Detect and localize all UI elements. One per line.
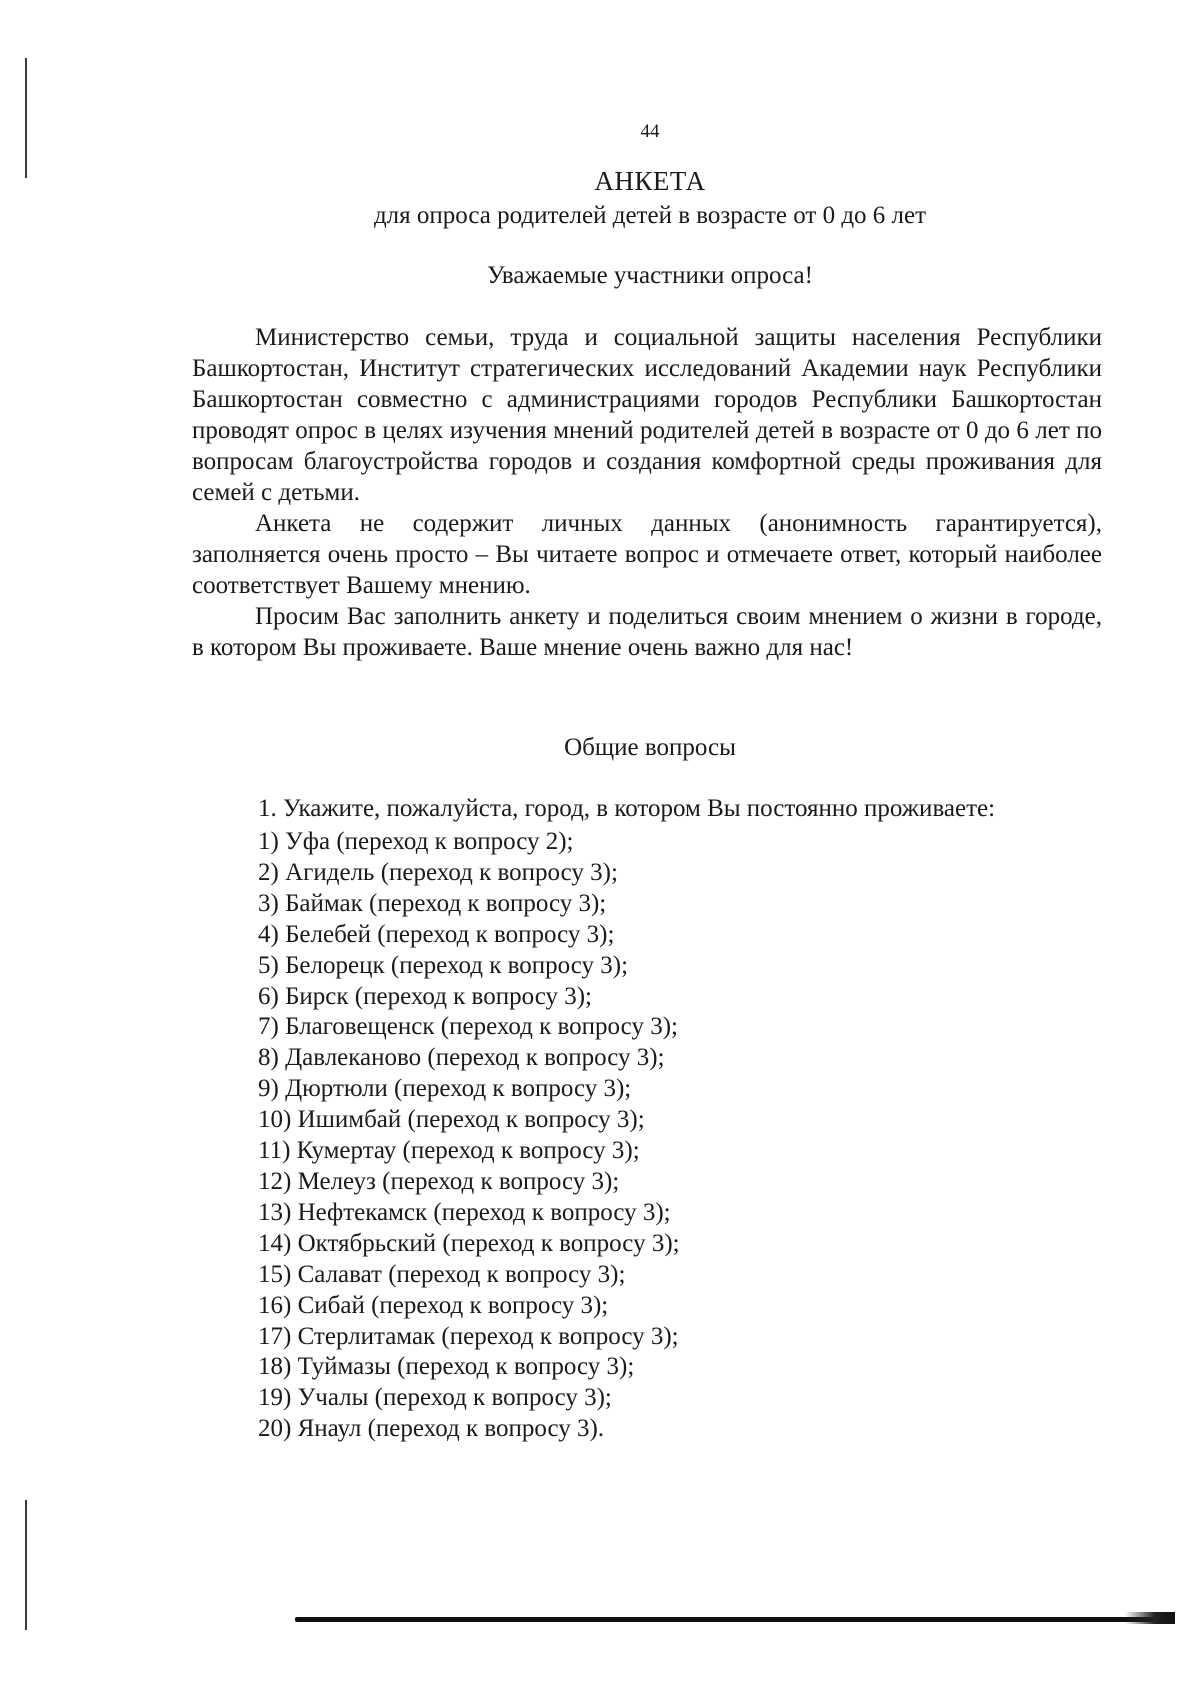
answer-option: 13) Нефтекамск (переход к вопросу 3); <box>258 1198 671 1226</box>
answer-options-list <box>258 827 1118 1445</box>
document-subtitle: для опроса родителей детей в возрасте от 0 до 6 лет <box>373 202 927 229</box>
answer-option: 17) Стерлитамак (переход к вопросу 3); <box>258 1322 679 1350</box>
answer-option: 14) Октябрьский (переход к вопросу 3); <box>258 1229 680 1257</box>
answer-option: 10) Ишимбай (переход к вопросу 3); <box>258 1106 645 1134</box>
answer-option: 11) Кумертау (переход к вопросу 3); <box>258 1137 640 1165</box>
answer-option: 3) Баймак (переход к вопросу 3); <box>258 889 607 917</box>
answer-option: 20) Янаул (переход к вопросу 3). <box>258 1415 605 1443</box>
answer-option: 16) Сибай (переход к вопросу 3); <box>258 1291 609 1319</box>
answer-option: 6) Бирск (переход к вопросу 3); <box>258 982 592 1010</box>
greeting: Уважаемые участники опроса! <box>487 262 813 289</box>
intro-paragraph: Просим Вас заполнить анкету и поделиться своим мнением о жизни в городе, в котором Вы проживаете. Ваше мнение очень важно для нас! <box>192 603 1102 661</box>
answer-option: 8) Давлеканово (переход к вопросу 3); <box>258 1044 665 1072</box>
answer-option: 19) Учалы (переход к вопросу 3); <box>258 1384 612 1412</box>
answer-option: 2) Агидель (переход к вопросу 3); <box>258 858 618 886</box>
intro-text <box>192 322 1102 663</box>
scan-bottom-bar <box>295 1617 1175 1622</box>
intro-paragraph: Министерство семьи, труда и социальной защиты населения Республики Башкортостан, Институт стратегических исследований Академии наук Республики Башкортостан совместно с администрациями городов Республики Башкортостан проводят опрос в целях изучения мнений родителей детей в возрасте от 0 до 6 лет по вопросам благоустройства городов и создания комфортной среды проживания для семей с детьми. <box>192 324 1102 506</box>
answer-option: 4) Белебей (переход к вопросу 3); <box>258 920 615 948</box>
answer-option: 7) Благовещенск (переход к вопросу 3); <box>258 1013 678 1041</box>
answer-option: 5) Белорецк (переход к вопросу 3); <box>258 951 629 979</box>
document-title: АНКЕТА <box>594 166 706 196</box>
question-text: 1. Укажите, пожалуйста, город, в котором Вы постоянно проживаете: <box>258 795 996 822</box>
scan-bottom-bar-end <box>1125 1612 1175 1624</box>
answer-option: 15) Салават (переход к вопросу 3); <box>258 1260 626 1288</box>
section-title: Общие вопросы <box>564 734 736 761</box>
answer-option: 12) Мелеуз (переход к вопросу 3); <box>258 1167 620 1195</box>
answer-option: 1) Уфа (переход к вопросу 2); <box>258 828 574 855</box>
page-number: 44 <box>640 121 660 142</box>
scan-edge-mark-bottom <box>25 1500 27 1630</box>
answer-option: 18) Туймазы (переход к вопросу 3); <box>258 1353 635 1381</box>
answer-option: 9) Дюртюли (переход к вопросу 3); <box>258 1075 632 1103</box>
scan-edge-mark-top <box>25 58 27 178</box>
intro-paragraph: Анкета не содержит личных данных (анонимность гарантируется), заполняется очень просто – Вы читаете вопрос и отмечаете ответ, который наиболее соответствует Вашему мнению. <box>192 510 1102 599</box>
